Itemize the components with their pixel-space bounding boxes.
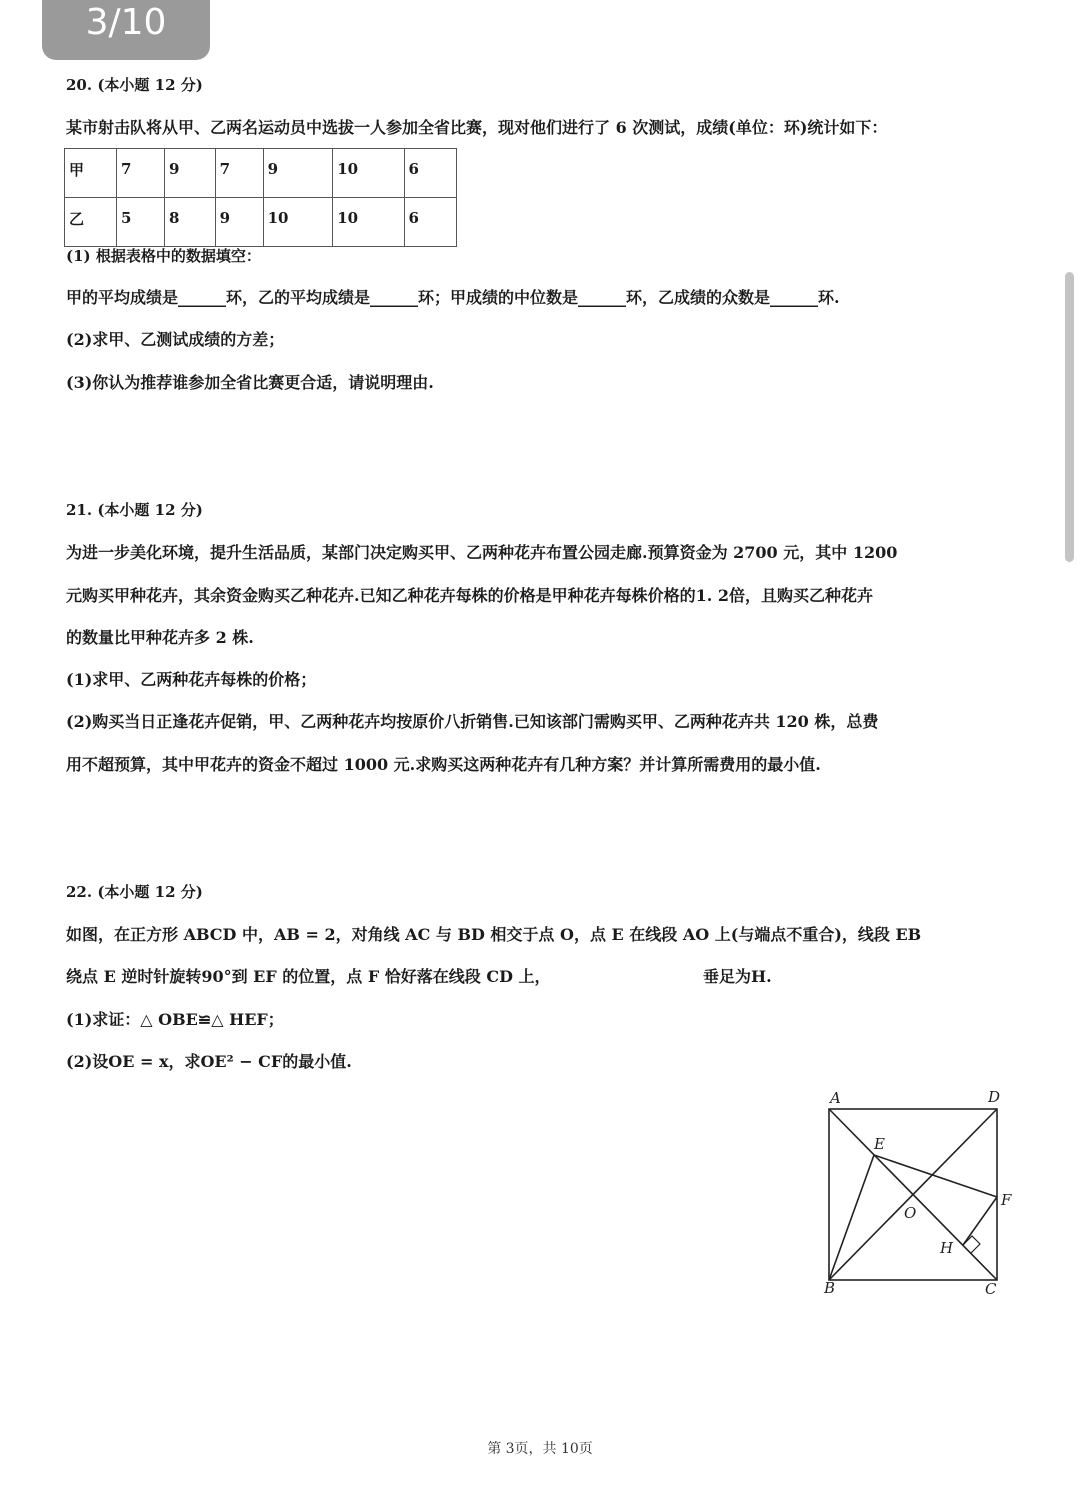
- q20-part1: (1) 根据表格中的数据填空：: [66, 247, 261, 265]
- q22-part1: (1)求证：△ OBE≌△ HEF；: [66, 1010, 284, 1029]
- q21-line1: 为进一步美化环境，提升生活品质，某部门决定购买甲、乙两种花卉布置公园走廊.预算资金为 2700 元，其中 1200: [66, 543, 898, 562]
- table-cell: 9: [215, 198, 263, 247]
- page-indicator: 3/10: [42, 0, 210, 60]
- q21-part1: (1)求甲、乙两种花卉每株的价格；: [66, 670, 317, 689]
- q22-line2a: 绕点 E 逆时针旋转90°到 EF 的位置，点 F 恰好落在线段 CD 上，: [66, 967, 551, 986]
- table-cell: 9: [165, 149, 216, 198]
- table-cell: 10: [333, 198, 404, 247]
- segment-fh: [963, 1197, 997, 1245]
- label-e: E: [874, 1135, 885, 1153]
- scrollbar[interactable]: [1065, 272, 1074, 562]
- table-cell: 10: [333, 149, 404, 198]
- label-a: A: [830, 1089, 841, 1107]
- q21-part2-line2: 用不超预算，其中甲花卉的资金不超过 1000 元.求购买这两种花卉有几种方案？并计算所需费用的最小值.: [66, 755, 821, 774]
- label-f: F: [1001, 1191, 1012, 1209]
- segment-ef: [874, 1155, 997, 1197]
- label-b: B: [824, 1279, 836, 1296]
- table-row: [65, 198, 457, 247]
- q20-part2: (2)求甲、乙测试成绩的方差；: [66, 330, 285, 349]
- page-footer: 第 3页，共 10页: [487, 1441, 593, 1457]
- table-cell: 7: [117, 149, 165, 198]
- table-cell: 10: [263, 198, 333, 247]
- q20-heading: 20. (本小题 12 分): [66, 76, 203, 94]
- q20-part3: (3)你认为推荐谁参加全省比赛更合适，请说明理由.: [66, 373, 434, 392]
- q21-line2: 元购买甲种花卉，其余资金购买乙种花卉.已知乙种花卉每株的价格是甲种花卉每株价格的1. 2倍，且购买乙种花卉: [66, 586, 873, 605]
- table-row: [65, 149, 457, 198]
- geometry-figure: [812, 1084, 1022, 1296]
- q22-heading: 22. (本小题 12 分): [66, 883, 203, 901]
- table-cell: 9: [263, 149, 333, 198]
- right-angle-mark: [963, 1236, 980, 1253]
- q21-part2-line1: (2)购买当日正逢花卉促销，甲、乙两种花卉均按原价八折销售.已知该部门需购买甲、乙两种花卉共 120 株，总费: [66, 712, 879, 731]
- q20-intro: 某市射击队将从甲、乙两名运动员中选拔一人参加全省比赛，现对他们进行了 6 次测试，成绩(单位：环)统计如下：: [66, 118, 888, 137]
- label-c: C: [985, 1280, 997, 1296]
- label-o: O: [904, 1204, 917, 1222]
- label-d: D: [988, 1088, 1001, 1106]
- table-cell: 5: [117, 198, 165, 247]
- table-cell: 8: [165, 198, 216, 247]
- q20-blanks: 甲的平均成绩是______环，乙的平均成绩是______环；甲成绩的中位数是______环，乙成绩的众数是______环.: [66, 288, 840, 307]
- scores-table: [64, 148, 457, 247]
- table-cell: 7: [215, 149, 263, 198]
- q22-part2: (2)设OE = x，求OE² − CF的最小值.: [66, 1052, 352, 1071]
- segment-eb: [829, 1155, 874, 1280]
- q22-line2b: 垂足为H.: [703, 967, 772, 986]
- table-cell: 乙: [65, 198, 117, 247]
- q21-heading: 21. (本小题 12 分): [66, 501, 203, 519]
- table-cell: 甲: [65, 149, 117, 198]
- q21-line3: 的数量比甲种花卉多 2 株.: [66, 628, 254, 647]
- table-cell: 6: [404, 198, 456, 247]
- q22-line1: 如图，在正方形 ABCD 中，AB = 2，对角线 AC 与 BD 相交于点 O，点 E 在线段 AO 上(与端点不重合)，线段 EB: [66, 925, 922, 944]
- label-h: H: [940, 1239, 954, 1257]
- table-cell: 6: [404, 149, 456, 198]
